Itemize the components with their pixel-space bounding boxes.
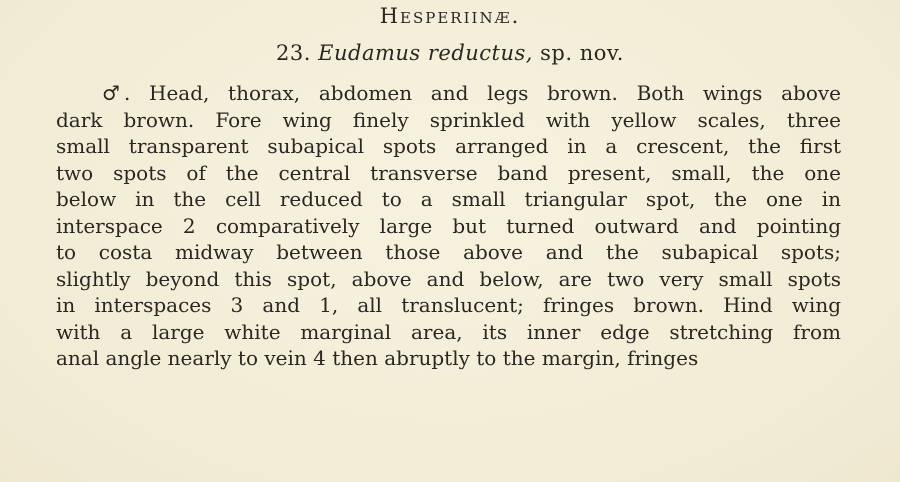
description-text	[56, 80, 841, 372]
text-line: in interspaces 3 and 1, all translucent; fringes brown. Hind wing	[56, 293, 841, 317]
text-line: below in the cell reduced to a small triangular spot, the one in	[56, 187, 841, 211]
running-head: Hesperiinæ.	[379, 4, 521, 28]
text-line: slightly beyond this spot, above and below, are two very small spots	[56, 266, 841, 291]
text-line: anal angle nearly to vein 4 then abruptly to the margin, fringes	[56, 346, 699, 370]
species-status: sp. nov.	[540, 41, 624, 65]
text-line: dark brown. Fore wing finely sprinkled with yellow scales, three	[56, 107, 841, 132]
male-symbol-icon: ♂	[102, 81, 120, 105]
text-line: to costa midway between those above and the subapical spots;	[56, 240, 841, 264]
text-line: small transparent subapical spots arranged in a crescent, the first	[56, 134, 841, 158]
text-line: two spots of the central transverse band present, small, the one	[56, 160, 841, 185]
species-number: 23.	[276, 41, 311, 65]
species-heading	[0, 41, 900, 65]
text-line: with a large white marginal area, its inner edge stretching from	[56, 319, 841, 344]
species-name: Eudamus reductus,	[318, 41, 533, 65]
text-line: interspace 2 comparatively large but turned outward and pointing	[56, 213, 841, 238]
text-line: ♂ . Head, thorax, abdomen and legs brown. Both wings above	[102, 81, 841, 105]
